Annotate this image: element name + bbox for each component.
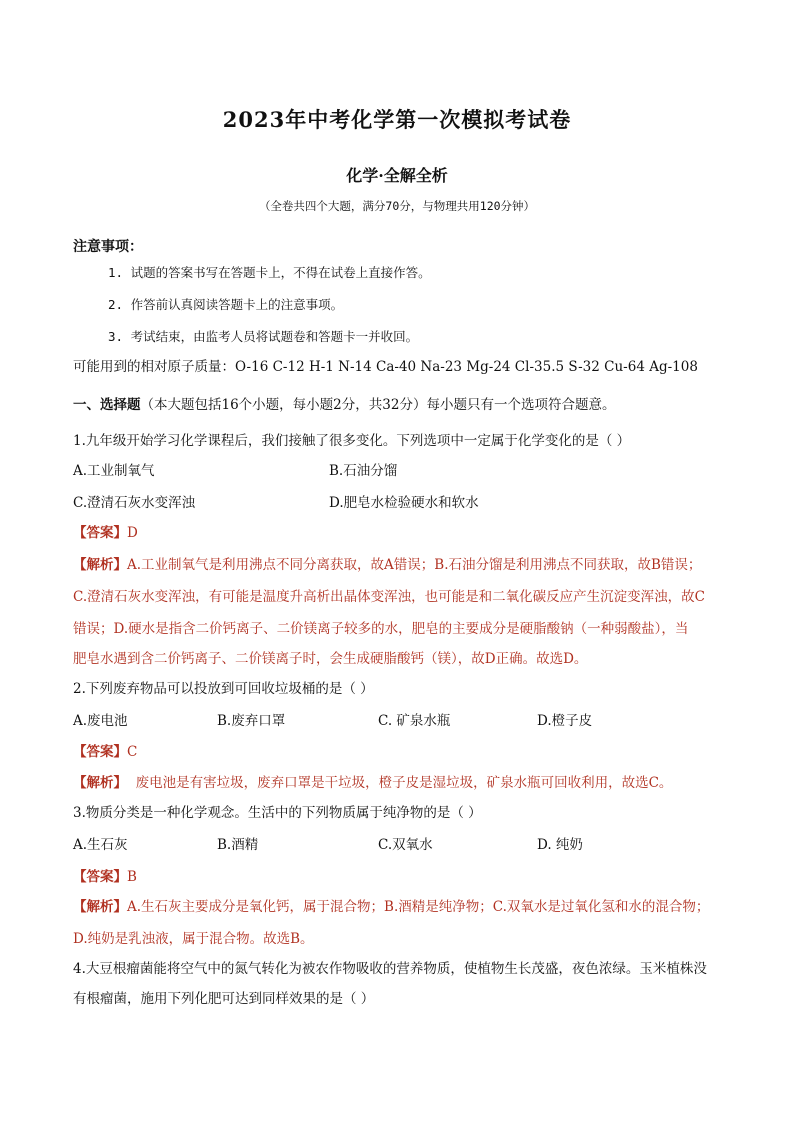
notice-item: 1. 试题的答案书写在答题卡上，不得在试卷上直接作答。 xyxy=(108,265,431,280)
analysis-text: A.生石灰主要成分是氧化钙，属于混合物；B.酒精是纯净物；C.双氧水是过氧化氢和水的混合物； xyxy=(127,899,710,915)
answer-value: C xyxy=(127,744,138,760)
answer-value: D xyxy=(127,525,138,541)
section-heading: 一、选择题 xyxy=(73,397,141,413)
question-stem: 2.下列废弃物品可以投放到可回收垃圾桶的是（ ） xyxy=(73,681,374,697)
question-stem: 有根瘤菌，施用下列化肥可达到同样效果的是（ ） xyxy=(73,991,375,1007)
analysis-text: C.澄清石灰水变浑浊，有可能是温度升高析出晶体变浑浊，也可能是和二氧化碳反应产生沉淀变浑浊，故C xyxy=(73,589,705,605)
question-option: A.生石灰 xyxy=(73,837,128,853)
question-option: C.澄清石灰水变浑浊 xyxy=(73,495,196,511)
question-option: A.工业制氧气 xyxy=(73,463,155,479)
page-title: 2023年中考化学第一次模拟考试卷 xyxy=(222,107,572,132)
analysis-text: D.纯奶是乳浊液，属于混合物。故选B。 xyxy=(73,931,314,947)
answer-label: 【答案】 xyxy=(73,525,127,541)
page-subtitle: 化学·全解全析 xyxy=(346,166,448,185)
question-option: B.石油分馏 xyxy=(329,463,398,479)
answer-line xyxy=(73,524,138,542)
answer-line xyxy=(73,743,137,761)
answer-label: 【答案】 xyxy=(73,869,127,885)
question-stem: 3.物质分类是一种化学观念。生活中的下列物质属于纯净物的是（ ） xyxy=(73,805,482,821)
question-option: D.橙子皮 xyxy=(537,713,593,729)
exam-note: （全卷共四个大题，满分70分，与物理共用120分钟） xyxy=(258,199,536,213)
analysis-line xyxy=(73,898,709,916)
notice-item: 3. 考试结束，由监考人员将试题卷和答题卡一并收回。 xyxy=(108,329,419,344)
notice-item: 2. 作答前认真阅读答题卡上的注意事项。 xyxy=(108,297,344,312)
question-option: B.废弃口罩 xyxy=(217,713,286,729)
question-option: C.双氧水 xyxy=(378,837,433,853)
question-stem: 1.九年级开始学习化学课程后，我们接触了很多变化。下列选项中一定属于化学变化的是（ ） xyxy=(73,433,631,449)
atomic-masses: 可能用到的相对原子质量：O-16 C-12 H-1 N-14 Ca-40 Na-23 Mg-24 Cl-35.5 S-32 Cu-64 Ag-108 xyxy=(73,359,698,375)
question-option: A.废电池 xyxy=(73,713,128,729)
section-description: （本大题包括16个小题，每小题2分，共32分）每小题只有一个选项符合题意。 xyxy=(140,397,616,413)
question-option: C. 矿泉水瓶 xyxy=(378,713,451,729)
analysis-line xyxy=(73,774,672,792)
analysis-text: 废电池是有害垃圾，废弃口罩是干垃圾，橙子皮是湿垃圾，矿泉水瓶可回收利用，故选C。 xyxy=(127,775,673,791)
section-heading-line xyxy=(73,396,615,414)
question-option: D. 纯奶 xyxy=(537,837,583,853)
answer-label: 【答案】 xyxy=(73,744,127,760)
analysis-text: 错误；D.硬水是指含二价钙离子、二价镁离子较多的水，肥皂的主要成分是硬脂酸钠（一种弱酸盐），当 xyxy=(73,621,689,637)
analysis-text: 肥皂水遇到含二价钙离子、二价镁离子时，会生成硬脂酸钙（镁），故D正确。故选D。 xyxy=(73,651,588,667)
question-option: B.酒精 xyxy=(217,837,259,853)
analysis-text: A.工业制氧气是利用沸点不同分离获取，故A错误；B.石油分馏是利用沸点不同获取，故B错误； xyxy=(127,557,702,573)
notice-heading: 注意事项： xyxy=(73,239,143,255)
analysis-label: 【解析】 xyxy=(73,557,127,573)
question-option: D.肥皂水检验硬水和软水 xyxy=(329,495,479,511)
analysis-label: 【解析】 xyxy=(73,899,127,915)
analysis-label: 【解析】 xyxy=(73,775,127,791)
analysis-line xyxy=(73,556,701,574)
answer-line xyxy=(73,868,137,886)
question-stem: 4.大豆根瘤菌能将空气中的氮气转化为被农作物吸收的营养物质，使植物生长茂盛，夜色浓绿。玉米植株没 xyxy=(73,961,707,977)
answer-value: B xyxy=(127,869,137,885)
